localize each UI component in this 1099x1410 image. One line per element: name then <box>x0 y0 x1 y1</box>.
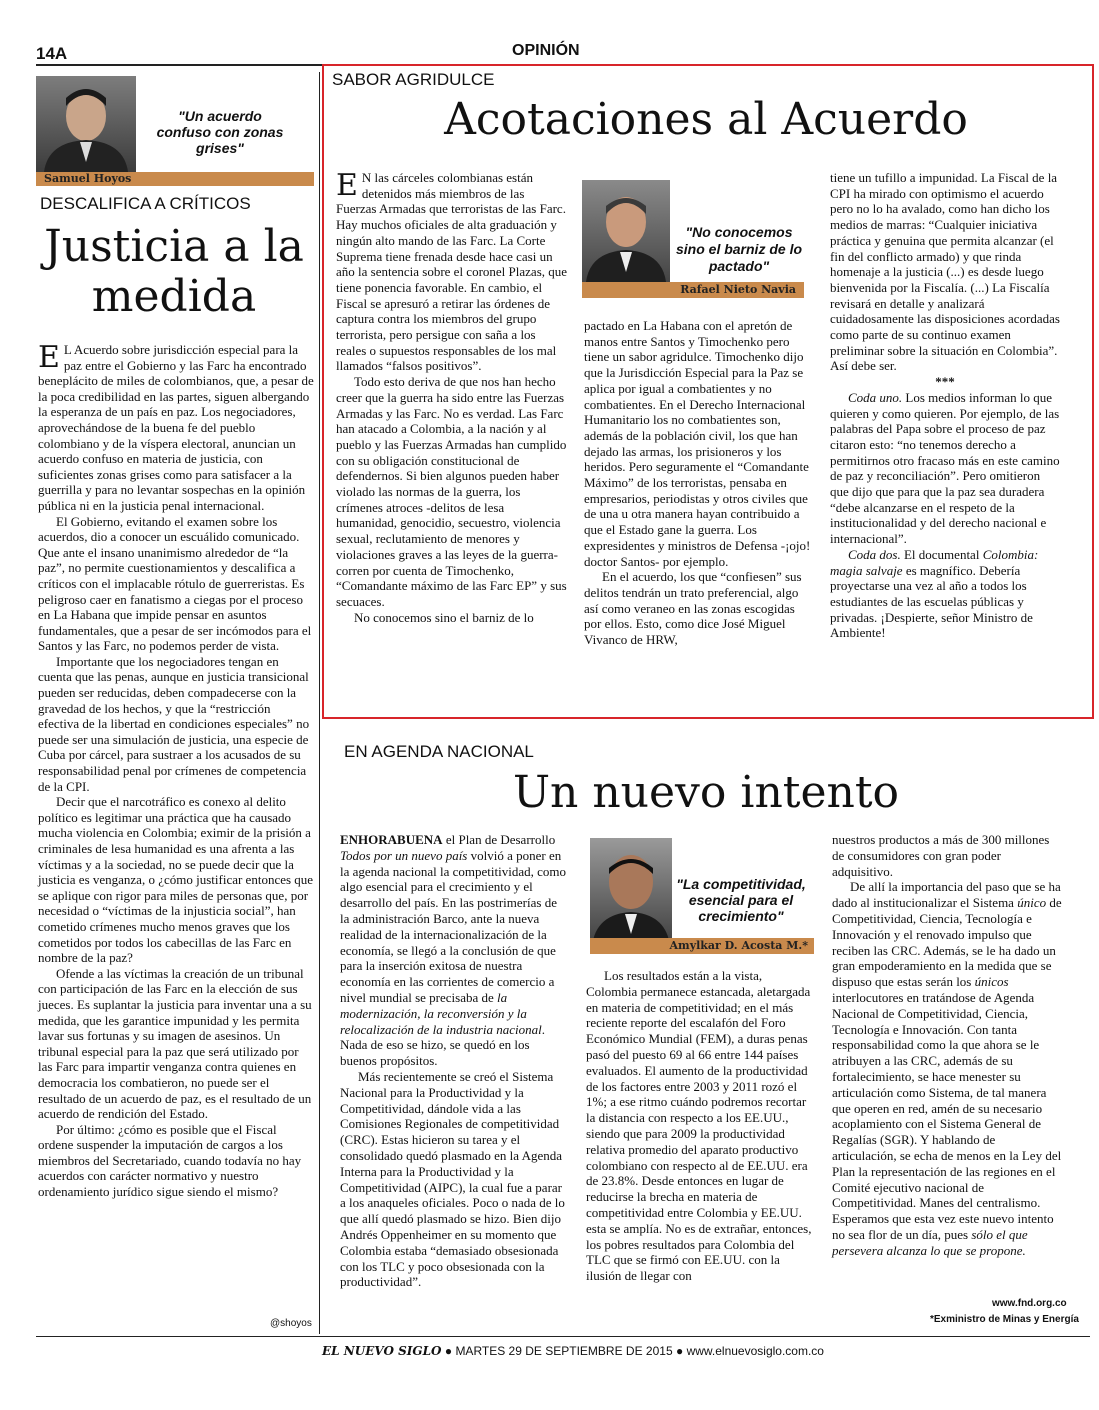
author-quote: "Un acuerdo confuso con zonas grises" <box>156 108 284 156</box>
coda-label: Coda uno. <box>848 389 903 405</box>
author-photo <box>36 76 136 172</box>
author-name-bar: Rafael Nieto Navia <box>582 282 804 298</box>
emphasis: único <box>1017 895 1047 911</box>
paragraph: Importante que los negociadores tengan en cuenta que las penas, aunque en justicia transicional pueden ser reducidas, deben compadecerse con la gravedad de los hechos, y que la “restricción efectiva de la libertad en condiciones especiales” no puede ser una simulación de justicia, una especie de Cuba por cárcel, para sustraer a los acusados de su responsabilidad penal por crímenes de competencia de la CPI. <box>38 653 310 794</box>
paragraph: Todo esto deriva de que nos han hecho creer que la guerra ha sido entre las Fuerzas Armadas y las Farc. No es verdad. Las Farc han atacado a Colombia, a la nación y al pueblo y las Fuerzas Armadas han cumplido con su obligación constitucional de defendernos. Si bien algunos pueden haber violado las normas de la guerra, los crímenes atroces -delitos de lesa humanidad, genocidio, secuestro, violencia sexual, reclutamiento de menores y violaciones graves a las leyes de la guerra- corren por cuenta de Timochenko, “Comandante máximo de las Farc EP” y sus secuaces. <box>336 374 567 609</box>
paragraph: interlocutores en tratándose de Agenda Nacional de Competitividad, Ciencia, Tecnología e Innovación. Con tanta responsabilidad como la que ahora se le atribuyen a las CRC, además de su fortalecimiento, se hace menester su articulación como Sistema, de tal manera que operen en red, amén de su necesario acoplamiento con el Sistema General de Regalías (SGR). Y hablando de articulación, se echa de menos en la Ley del Plan la representación de las regiones en el Comité ejecutivo nacional de Competitividad. Manes del centralismo. Esperamos que esta vez este nuevo intento no sea flor de un día, pues <box>832 989 1062 1242</box>
paragraph: Decir que el narcotráfico es conexo al delito político es legitimar una práctica que ha causado mucha violencia en Colombia; eximir de la prisión a criminales de lesa humanidad es una afrenta a las víctimas y a la sociedad, no se puede decir que la justicia es venganza, o ¿cómo justificar entonces que se aplique con rigor para miles de personas que, por necesidad o “víctimas de la injusticia social”, han cometido crímenes mucho menos graves que los cometidos por todos los cabecillas de las Farc en nombre de la paz? <box>38 794 314 966</box>
footer-rule <box>36 1336 1090 1337</box>
paragraph: el Plan de Desarrollo <box>442 832 556 847</box>
kicker: EN AGENDA NACIONAL <box>344 742 534 761</box>
paragraph: De allí la importancia del paso que se ha dado al institucionalizar el Sistema <box>832 879 1061 911</box>
paragraph: de Competitividad, Ciencia, Tecnología e Innovación y el renovado impulso que reciben las CRC. Además, se le ha dado un gran empoderamiento en la medida que se dispuso que estas serán los <box>832 895 1062 990</box>
author-photo <box>582 180 670 282</box>
bottom-article-col1 <box>340 832 566 1290</box>
footer-url: www.elnuevosiglo.com.co <box>686 1344 824 1358</box>
coda-label: Coda dos. <box>848 546 901 562</box>
author-quote: "La competitividad, esencial para el crecimiento" <box>676 876 806 924</box>
bullet-icon: ● <box>675 1344 684 1358</box>
footer <box>322 1344 824 1358</box>
top-article-col1 <box>336 170 568 625</box>
top-article-col2 <box>584 318 812 648</box>
emphasis: sólo el que persevera alcanza lo que se propone. <box>832 1226 1028 1258</box>
documentary-title: Colombia: magia salvaje <box>830 546 1039 578</box>
paragraph: N las cárceles colombianas están detenidos más miembros de las Fuerzas Armadas que terroristas de las Farc. Hay muchos oficiales de alta graduación y ningún alto mando de las Farc. La Corte Suprema tiene frenada desde hace casi un año la sentencia sobre el coronel Plazas, que tiene ponencia favorable. En cambio, el Fiscal se apresuró a retirar las órdenes de captura contra los miembros del grupo terrorista, pero persigue con saña a los reales o supuestos responsables de los mal llamados “falsos positivos”. <box>336 170 568 374</box>
paragraph: L Acuerdo sobre jurisdicción especial para la paz entre el Gobierno y las Farc ha encontrado beneplácito de miles de colombianos, que, a pesar de la poca credibilidad en las partes, siguen albergando la esperanza de un país en paz. Los negociadores, aprovechándose de la buena fe del pueblo colombiano y de la víspera electoral, anuncian un acuerdo confuso en materia de justicia, con suficientes zonas grises como para satisfacer a la guerrilla y para no levantar sospechas en la opinión pública ni en la justicia penal internacional. <box>38 342 314 513</box>
paragraph: Ofende a las víctimas la creación de un tribunal con participación de las Farc en la elección de sus jueces. Es suplantar la justicia para inventar una a su medida, que les garantice impunidad y les permita lavar sus fortunas y su imagen de asesinos. Un tribunal especial para la paz que será utilizado por las Farc para impartir venganza contra quienes en democracia los combatieron, no puede ser el resultado de un acuerdo de paz, es el resultado de un acuerdo de rendición del Estado. <box>38 965 312 1122</box>
paragraph: tiene un tufillo a impunidad. La Fiscal de la CPI ha mirado con optimismo el acuerdo pero no lo ha avalado, como han dicho los medios de marras: “Cualquier iniciativa práctica y genuina que permita alcanzar (el fin del conflicto armado) y que rinda homenaje a la justicia (...) es desde luego bienvenida por la Fiscalía. (...) La Fiscalía revisará en detalle y analizará cuidadosamente las disposiciones acordadas como parte de su continuo examen preliminar sobre la situación en Colombia”. Así debe ser. <box>830 170 1060 374</box>
left-article-body <box>38 342 314 1200</box>
signature: @shoyos <box>270 1318 312 1329</box>
lead-word: ENHORABUENA <box>340 832 443 847</box>
brand-logo: EL NUEVO SIGLO <box>322 1344 442 1358</box>
bullet-icon: ● <box>444 1344 453 1358</box>
author-quote: "No conocemos sino el barniz de lo pactado" <box>675 224 803 274</box>
paragraph: es magnífico. Debería proyectarse una vez al año a todos los estudiantes de las escuelas públicas y privadas. ¡Despierte, señor Ministro de Ambiente! <box>830 562 1033 641</box>
footer-date: MARTES 29 DE SEPTIEMBRE DE 2015 <box>455 1344 673 1358</box>
portrait-icon <box>582 180 670 282</box>
paragraph: En el acuerdo, los que “confiesen” sus delitos tendrán un trato preferencial, algo así como veraneo en las zonas escogidas por ellos. Esto, como dice José Miguel Vivanco de HRW, <box>584 569 802 648</box>
author-photo <box>590 838 672 946</box>
kicker: SABOR AGRIDULCE <box>332 70 495 89</box>
bottom-article-col2 <box>586 968 814 1284</box>
column-divider <box>319 72 320 1334</box>
paragraph: volvió a poner en la agenda nacional la competitividad, como algo esencial para el crecimiento y el desarrollo del país. En las postrimerías de la administración Barco, ante la nueva realidad de la internacionalización de la economía, se llegó a la conclusión de que para la inserción exitosa de nuestra economía en las corrientes de comercio a nivel mundial se precisaba de <box>340 847 566 1005</box>
paragraph: pactado en La Habana con el apretón de manos entre Santos y Timochenko pero tiene un sabor agridulce. Timochenko dijo que la Jurisdicción Especial para la Paz se aplica por igual a combatientes y no combatientes. En el Derecho Internacional Humanitario los no combatientes son, además de la población civil, los que han dejado las armas, los prisioneros y los heridos. Pero seguramente el “Comandante Máximo” de los terroristas, pensaba en empresarios, periodistas y otros civiles que de una u otra manera hayan contribuido a que el Estado gane la guerra. Los expresidentes y ministros de Defensa -¡ojo! doctor Santos- por ejemplo. <box>584 318 811 569</box>
headline: Un nuevo intento <box>512 767 900 818</box>
plan-title: Todos por un nuevo país <box>340 847 468 863</box>
separator: *** <box>935 374 955 390</box>
page-number: 14A <box>36 44 68 63</box>
paragraph: El documental <box>900 546 983 562</box>
top-article-col3 <box>830 170 1060 641</box>
section-title: OPINIÓN <box>512 42 580 59</box>
kicker: DESCALIFICA A CRÍTICOS <box>40 194 251 213</box>
paragraph: Los medios informan lo que quieren y como quieren. Por ejemplo, de las palabras del Papa sobre el proceso de paz citaron esto: “no tenemos derecho a permitirnos otro fracaso más en este camino de paz y reconciliación”. Pero omitieron que dijo que para que la paz sea duradera “debe alcanzarse en el respeto de la institucionalidad y del derecho nacional e internacional”. <box>830 389 1060 547</box>
bottom-article-col3 <box>832 832 1062 1259</box>
paragraph: nuestros productos a más de 300 millones de consumidores con gran poder adquisitivo. <box>832 832 1050 879</box>
emphasis: la modernización, la reconversión y la relocalización de la industria nacional <box>340 989 542 1037</box>
paragraph: Los resultados están a la vista, Colombia permanece estancada, aletargada en materia de competitividad; en el más reciente reporte del escalafón del Foro Económico Mundial (FEM), a duras penas pasó del puesto 69 al 66 entre 144 países evaluados. El aumento de la productividad de los factores entre 2003 y 2011 rozó el 1%; a ese ritmo cuándo podremos recortar la distancia con respecto a los EE.UU., siendo que para 2009 la productividad relativa promedio del aparato productivo colombiano con respecto al de EE.UU. era de 23.8%. Desde entonces en lugar de reducirse la brecha en materia de competitividad entre Colombia y EE.UU. esta se amplía. No es de extrañar, entonces, los pobres resultados para Colombia del TLC que se firmó con EE.UU. con la ilusión de llegar con <box>586 968 812 1284</box>
author-name-bar: Samuel Hoyos <box>36 172 314 186</box>
portrait-icon <box>590 838 672 946</box>
dropcap: E <box>38 340 60 375</box>
paragraph: . Nada de eso se hizo, se quedó en los buenos propósitos. <box>340 1021 545 1069</box>
paragraph: Por último: ¿cómo es posible que el Fiscal ordene suspender la imputación de cargos a los miembros del Secretariado, cuando todavía no hay acuerdos con carácter normativo y nuestro ordenamiento jurídico sigue siendo el mismo? <box>38 1121 302 1200</box>
headline-line2: medida <box>91 271 257 322</box>
paragraph: El Gobierno, evitando el examen sobre los acuerdos, dio a conocer un escuálido comunicado. Que ante el insano unanimismo alrededor de “la paz”, no permite cuestionamientos y descalifica a críticos con el implacable rótulo de guerreristas. Es peligroso caer en fanatismo a ciegas por el proceso en La Habana que impide pensar en asuntos fundamentales, que a pesar de ser incómodos para el Santos y las Farc, no podemos perder de vista. <box>38 513 312 654</box>
headline: Acotaciones al Acuerdo <box>444 94 968 145</box>
headline-line1: Justicia a la <box>44 221 304 272</box>
dropcap: E <box>336 168 358 203</box>
website: www.fnd.org.co <box>992 1298 1067 1309</box>
portrait-icon <box>36 76 136 172</box>
paragraph: No conocemos sino el barniz de lo <box>354 609 534 625</box>
paragraph: Más recientemente se creó el Sistema Nacional para la Productividad y la Competitividad, dándole vida a las Comisiones Regionales de competitividad (CRC). Estas hicieron su tarea y el consolidado quedó plasmado en la Agenda Interna para la Productividad y la Competitividad (AIPC), la cual fue a parar a los anaqueles oficiales. Poco o nada de lo que allí quedó plasmado se hizo. Bien dijo Andrés Oppenheimer en su momento que Colombia estaba “demasiado obsesionada con los TLC y poco obsesionada con la productividad”. <box>340 1068 565 1290</box>
author-name-bar: Amylkar D. Acosta M.* <box>590 938 814 954</box>
footnote: *Exministro de Minas y Energía <box>930 1314 1079 1325</box>
emphasis: únicos <box>974 974 1009 990</box>
